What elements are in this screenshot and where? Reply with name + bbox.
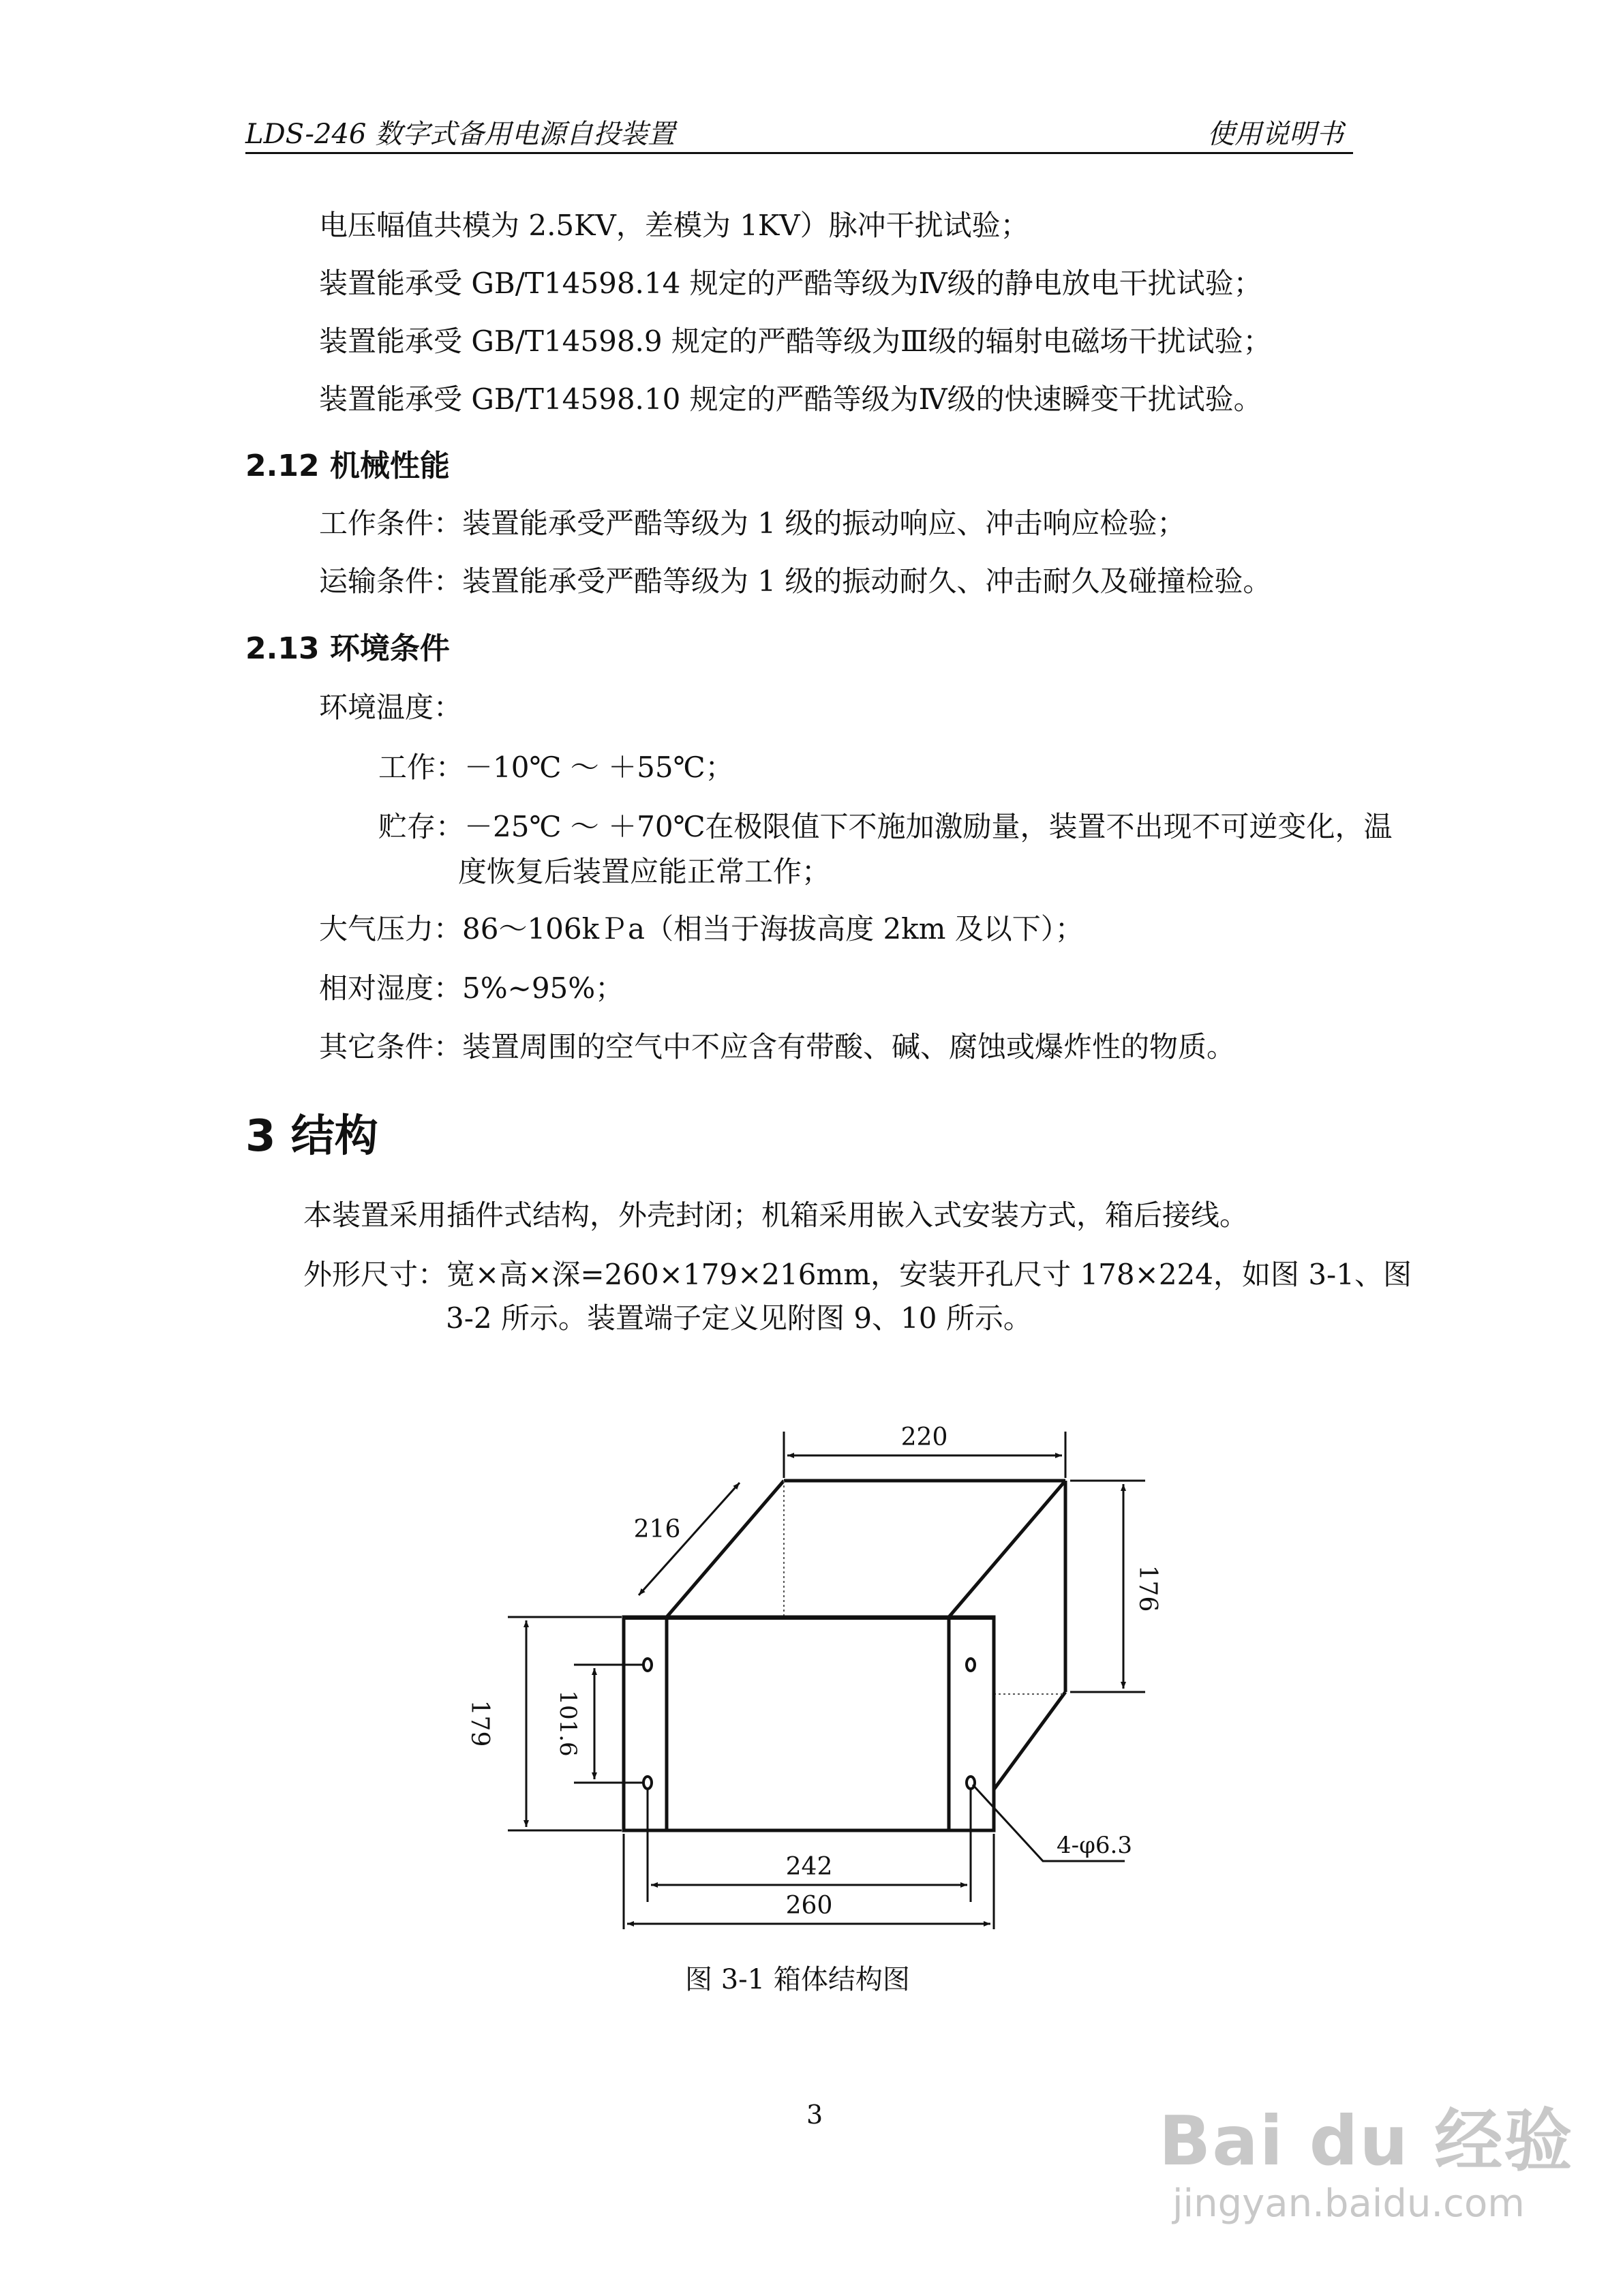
flange-gap-top — [624, 1618, 994, 1620]
header-rule — [245, 152, 1353, 154]
figure-caption: 图 3-1 箱体结构图 — [685, 1964, 910, 1995]
env-temp-label: 环境温度： — [319, 691, 463, 724]
front-panel — [624, 1617, 994, 1830]
dim-179-label: 179 — [466, 1700, 494, 1747]
hole-top-left — [643, 1659, 652, 1671]
paragraph-transport-condition: 运输条件：装置能承受严酷等级为 1 级的振动耐久、冲击耐久及碰撞检验。 — [319, 564, 1272, 598]
enclosure-diagram — [443, 1398, 1207, 1929]
heading-3: 3 结构 — [245, 1111, 378, 1162]
dimensions-line2: 3-2 所示。装置端子定义见附图 9、10 所示。 — [446, 1301, 1032, 1335]
dim-220-label: 220 — [900, 1423, 948, 1451]
store-temp-line2: 度恢复后装置应能正常工作； — [458, 855, 831, 888]
paragraph-esd-test: 装置能承受 GB/T14598.14 规定的严酷等级为Ⅳ级的静电放电干扰试验； — [319, 267, 1262, 300]
watermark-url: jingyan.baidu.com — [1172, 2181, 1525, 2226]
dim-176-label: 176 — [1134, 1565, 1162, 1612]
box-top-face — [667, 1481, 1065, 1617]
dim-216-label: 216 — [633, 1515, 681, 1543]
dimensions-line1: 外形尺寸：宽×高×深=260×179×216mm，安装开孔尺寸 178×224，如图 3-1、图 — [303, 1258, 1412, 1291]
page-number: 3 — [806, 2100, 823, 2130]
dim-260-label: 260 — [785, 1892, 833, 1920]
hole-top-right — [967, 1659, 975, 1671]
paragraph-work-condition: 工作条件：装置能承受严酷等级为 1 级的振动响应、冲击响应检验； — [319, 507, 1186, 540]
box-right-bottom-edge — [994, 1692, 1065, 1789]
pressure: 大气压力：86～106kＰa（相当于海拔高度 2km 及以下）； — [319, 912, 1084, 946]
header-title: LDS-246 数字式备用电源自投装置 — [245, 119, 676, 150]
humidity: 相对湿度：5%~95%； — [319, 971, 624, 1005]
paragraph-eft-test: 装置能承受 GB/T14598.10 规定的严酷等级为Ⅳ级的快速瞬变干扰试验。 — [319, 382, 1262, 416]
paragraph-radiated-test: 装置能承受 GB/T14598.9 规定的严酷等级为Ⅲ级的辐射电磁场干扰试验； — [319, 324, 1272, 358]
structure-paragraph: 本装置采用插件式结构，外壳封闭；机箱采用嵌入式安装方式，箱后接线。 — [303, 1198, 1249, 1232]
paragraph-pulse-test: 电压幅值共模为 2.5KV，差模为 1KV）脉冲干扰试验； — [319, 209, 1029, 242]
hole-bottom-left — [643, 1777, 652, 1789]
watermark-logo: Bai du 经验 — [1159, 2101, 1574, 2181]
other-condition: 其它条件：装置周围的空气中不应含有带酸、碱、腐蚀或爆炸性的物质。 — [319, 1030, 1236, 1063]
dim-242-label: 242 — [785, 1853, 833, 1881]
heading-2-13: 2.13 环境条件 — [245, 631, 450, 666]
heading-2-12: 2.12 机械性能 — [245, 449, 450, 483]
hole-spec-label: 4-φ6.3 — [1057, 1832, 1132, 1859]
dim-101-6-label: 101.6 — [554, 1690, 581, 1757]
work-temp: 工作：－10℃ ～ ＋55℃； — [378, 751, 734, 784]
header-doc-type: 使用说明书 — [1207, 119, 1344, 150]
store-temp-line1: 贮存：－25℃ ～ ＋70℃在极限值下不施加激励量，装置不出现不可逆变化，温 — [378, 810, 1393, 843]
